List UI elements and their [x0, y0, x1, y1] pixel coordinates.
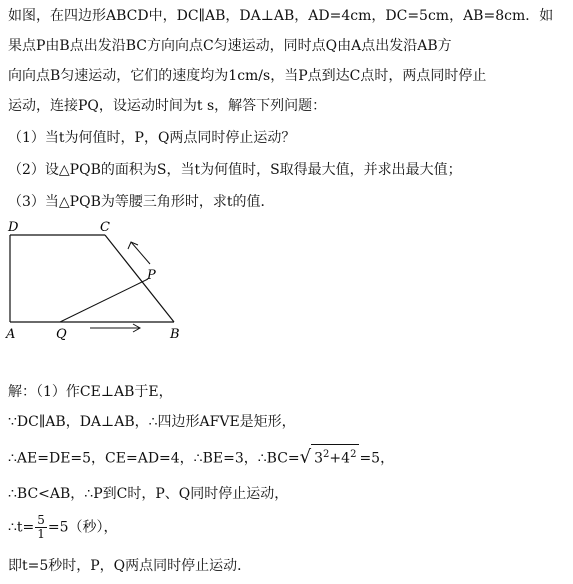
- label-p: P: [147, 268, 156, 283]
- solution-5-result: =5（秒），: [47, 519, 118, 536]
- solution-line-4: ∴BC<AB，∴P到C时，P、Q同时停止运动，: [8, 486, 289, 502]
- label-q: Q: [56, 327, 67, 342]
- geometry-figure: [0, 218, 573, 348]
- fraction-numerator: 5: [37, 513, 45, 527]
- sqrt-expression: [311, 444, 359, 469]
- fraction-denominator: 1: [37, 527, 45, 541]
- label-c: C: [100, 220, 110, 235]
- fraction: [35, 514, 47, 541]
- arrow-p-line: [131, 242, 150, 264]
- sqrt-exp-2: 2: [350, 449, 357, 460]
- problem-line-1: 如图，在四边形ABCD中，DC∥AB，DA⊥AB，AD=4cm，DC=5cm，AB=8cm．如: [8, 8, 554, 24]
- solution-line-6: 即t=5秒时，P，Q两点同时停止运动．: [8, 558, 252, 574]
- solution-3-result: =5，: [359, 450, 395, 467]
- problem-line-2: 果点P由B点出发沿BC方向向点C匀速运动，同时点Q由A点出发沿AB方: [8, 38, 452, 54]
- problem-line-4: 运动，连接PQ，设运动时间为t s，解答下列问题：: [8, 98, 327, 114]
- solution-line-1: 解：（1）作CE⊥AB于E，: [8, 384, 173, 400]
- solution-3-text: ∴AE=DE=5，CE=AD=4，∴BE=3，∴BC=: [8, 450, 300, 467]
- solution-line-2: ∵DC∥AB，DA⊥AB，∴四边形AFVE是矩形，: [8, 414, 296, 430]
- question-2: （2）设△PQB的面积为S，当t为何值时，S取得最大值，并求出最大值；: [8, 162, 462, 178]
- segment-bc: [105, 235, 174, 322]
- question-1: （1）当t为何值时，P，Q两点同时停止运动？: [8, 130, 296, 146]
- label-b: B: [170, 327, 180, 342]
- sqrt-term-1: 3: [314, 450, 324, 467]
- sqrt-exp-1: 2: [323, 449, 330, 460]
- solution-line-5: [8, 514, 118, 541]
- solution-5-text: ∴t=: [8, 519, 35, 536]
- label-d: D: [8, 220, 19, 235]
- segment-pq: [60, 279, 148, 322]
- label-a: A: [6, 327, 16, 342]
- sqrt-sign: √: [299, 446, 312, 468]
- problem-line-3: 向向点B匀速运动，它们的速度均为1cm/s，当P点到达C点时，两点同时停止: [8, 68, 487, 84]
- question-3: （3）当△PQB为等腰三角形时，求t的值．: [8, 194, 275, 210]
- solution-line-3: [8, 444, 394, 469]
- sqrt-term-2: +4: [329, 450, 351, 467]
